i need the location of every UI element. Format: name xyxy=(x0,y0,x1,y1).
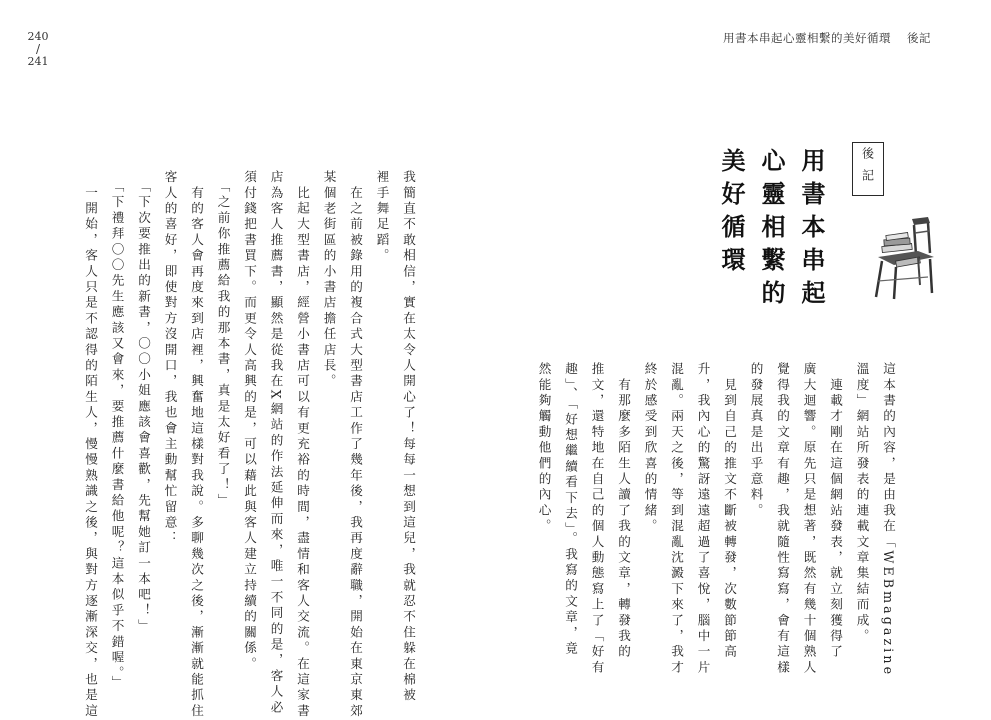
body-line: 混亂。兩天之後，等到混亂沈澱下來了，我才 xyxy=(669,362,684,676)
folio-left-number: 240 xyxy=(27,30,49,43)
body-line: 某個老街區的小書店擔任店長。 xyxy=(321,170,337,390)
right-page-body xyxy=(530,362,901,678)
page-folio xyxy=(24,30,52,68)
folio-right-number: 241 xyxy=(27,55,49,68)
body-line: 溫度」網站所發表的連載文章集結而成。 xyxy=(854,362,870,645)
body-line: 「之前你推薦給我的那本書，真是太好看了！」 xyxy=(215,170,231,510)
title-line: 美好循環 xyxy=(717,148,745,280)
body-line: 店為客人推薦書，顯然是從我在X網站的作法延伸而來，唯一不同的是，客人必 xyxy=(268,170,284,716)
body-line: 終於感受到欣喜的情緒。 xyxy=(642,362,658,535)
afterword-label: 後記 xyxy=(852,142,884,196)
running-header-section: 後記 xyxy=(907,31,931,45)
folio-slash: / xyxy=(35,42,41,56)
body-line: 然能夠觸動他們的內心。 xyxy=(536,362,552,535)
body-line: 客人的喜好，即使對方沒開口，我也會主動幫忙留意： xyxy=(162,170,178,547)
body-line: 在之前被錄用的複合式大型書店工作了幾年後，我再度辭職，開始在東京東郊 xyxy=(348,170,363,720)
title-line: 用書本串起 xyxy=(797,148,825,313)
body-line: 比起大型書店，經營小書店可以有更充裕的時間，盡情和客人交流。在這家書 xyxy=(295,170,310,720)
body-line: 有的客人會再度來到店裡，興奮地這樣對我說。多聊幾次之後，漸漸就能抓住 xyxy=(189,170,204,720)
body-line: 見到自己的推文不斷被轉發，次數節節高 xyxy=(722,362,737,661)
body-line: 這本書的內容，是由我在「WEBmagazine xyxy=(881,362,896,678)
body-line: 裡手舞足蹈。 xyxy=(374,170,390,265)
body-line: 推文，還特地在自己的個人動態寫上了「好有 xyxy=(589,362,605,676)
body-line: 「下禮拜〇〇先生應該又會來，要推薦什麼書給他呢？這本似乎不錯喔。」 xyxy=(109,170,125,692)
body-line: 趣」、「好想繼續看下去」。我寫的文章，竟 xyxy=(563,362,578,658)
body-line: 升，我內心的驚訝遠遠超過了喜悅，腦中一片 xyxy=(695,362,711,676)
body-line: 「下次要推出的新書，〇〇小姐應該會喜歡，先幫她訂一本吧！」 xyxy=(136,170,151,635)
running-header xyxy=(723,30,931,46)
body-line: 我簡直不敢相信，實在太令人開心了！每每一想到這兒，我就忍不住躲在棉被 xyxy=(401,170,416,704)
body-line: 有那麼多陌生人讀了我的文章，轉發我的 xyxy=(616,362,631,661)
title-line: 心靈相繫的 xyxy=(757,148,785,313)
body-line: 廣大迴響。原先只是想著，既然有幾十個熟人 xyxy=(801,362,817,676)
chapter-title xyxy=(711,148,831,313)
body-line: 的發展真是出乎意料。 xyxy=(748,362,764,519)
running-header-title: 用書本串起心靈相繫的美好循環 xyxy=(723,31,891,45)
body-line: 連載才剛在這個網站發表，就立刻獲得了 xyxy=(828,362,843,661)
body-line: 覺得我的文章有趣，我就隨性寫寫，會有這樣 xyxy=(775,362,790,676)
body-line: 一開始，客人只是不認得的陌生人，慢慢熟識之後，與對方逐漸深交，也是這 xyxy=(83,170,98,720)
chair-with-books-illustration xyxy=(868,215,938,300)
left-page-body xyxy=(77,170,422,720)
body-line: 須付錢把書買下。而更令人高興的是，可以藉此與客人建立持續的關係。 xyxy=(242,170,257,673)
